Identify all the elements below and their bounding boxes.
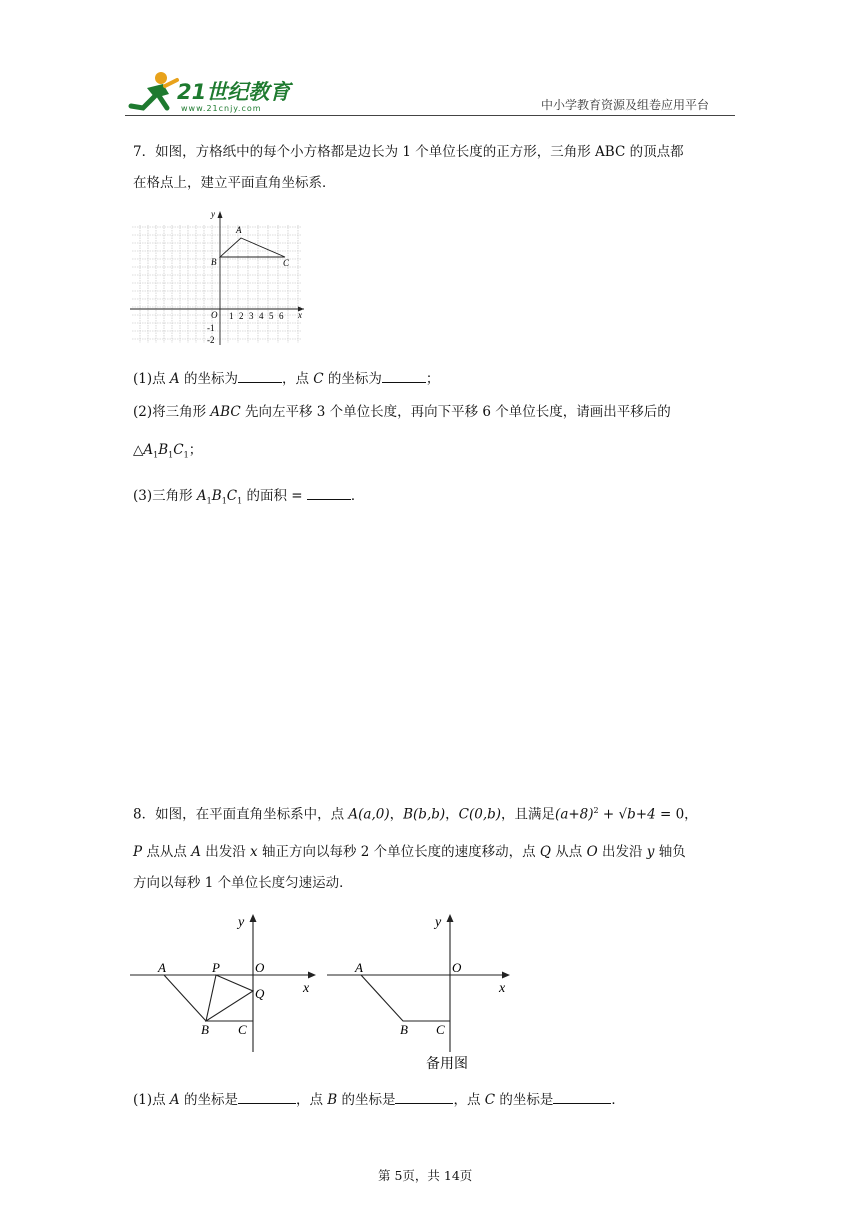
x-tick-2: 2 <box>239 311 244 321</box>
y-axis-arrow <box>447 914 454 922</box>
label-o: O <box>255 960 265 975</box>
q8-figure-1 <box>128 908 323 1058</box>
x-axis-arrow <box>502 972 510 979</box>
runner-icon <box>125 68 181 112</box>
q8-stem-line2: P 点从点 A 出发沿 x 轴正方向以每秒 2 个单位长度的速度移动，点 Q 从点 O 出发沿 y 轴负 <box>133 844 686 860</box>
label-y: y <box>211 209 215 219</box>
q7-stem-line2: 在格点上，建立平面直角坐标系． <box>133 175 336 191</box>
label-c: C <box>283 258 290 268</box>
label-q: Q <box>255 986 265 1001</box>
grid-lines <box>132 225 302 343</box>
header <box>0 0 860 120</box>
q8-stem-line1: 8．如图，在平面直角坐标系中，点 A(a,0)，B(b,b)，C(0,b)，且满足$(a+8)^2 + √b+4 = 0$， <box>133 806 698 823</box>
label-b: B <box>201 1022 209 1037</box>
label-x: x <box>499 981 506 996</box>
label-x: x <box>298 310 302 320</box>
label-a: A <box>158 960 166 975</box>
answer-blank-c[interactable] <box>553 1089 611 1104</box>
label-c: C <box>436 1022 445 1037</box>
x-tick-5: 5 <box>269 311 274 321</box>
label-b: B <box>400 1022 408 1037</box>
page-number: 第 5页，共 14页 <box>378 1168 473 1183</box>
q8-stem-line3: 方向以每秒 1 个单位长度匀速运动． <box>133 875 353 891</box>
header-rule <box>125 115 735 116</box>
x-tick-1: 1 <box>229 311 234 321</box>
label-c: C <box>238 1022 247 1037</box>
answer-blank-a[interactable] <box>238 1089 296 1104</box>
y-tick-neg1: -1 <box>207 323 215 333</box>
path-a-b-c <box>164 975 253 1021</box>
label-b: B <box>211 257 217 267</box>
x-tick-3: 3 <box>249 311 254 321</box>
label-x: x <box>303 981 310 996</box>
label-a: A <box>355 960 363 975</box>
triangle-bpq <box>206 975 253 1021</box>
logo <box>125 68 295 118</box>
q7-part2-line1: (2)将三角形 ABC 先向左平移 3 个单位长度，再向下平移 6 个单位长度，请画出平移后的 <box>133 404 671 420</box>
answer-blank-c[interactable] <box>382 368 426 383</box>
answer-blank-b[interactable] <box>395 1089 453 1104</box>
label-origin: O <box>211 310 218 320</box>
q8-part1: (1)点 A 的坐标是 ，点 B 的坐标是 ，点 C 的坐标是 ． <box>133 1089 625 1110</box>
q8-figure-2 <box>325 908 520 1073</box>
label-o: O <box>452 960 462 975</box>
path-a-b-c <box>361 975 450 1021</box>
x-tick-6: 6 <box>279 311 284 321</box>
platform-name: 中小学教育资源及组卷应用平台 <box>541 98 710 112</box>
logo-url: www.21cnjy.com <box>181 104 262 113</box>
y-axis-arrow <box>218 211 223 218</box>
answer-blank-area[interactable] <box>307 485 351 500</box>
q7-part3: (3)三角形 $A_1B_1C_1$ 的面积 = ． <box>133 485 364 512</box>
figure-caption: 备用图 <box>426 1057 468 1072</box>
q7-part1: (1)点 A 的坐标为 ，点 C 的坐标为 ； <box>133 368 439 389</box>
label-y: y <box>435 915 442 930</box>
logo-text: 21世纪教育 <box>177 80 291 104</box>
x-tick-4: 4 <box>259 311 264 321</box>
y-tick-neg2: -2 <box>207 335 215 345</box>
answer-blank-a[interactable] <box>238 368 282 383</box>
x-axis-arrow <box>308 972 316 979</box>
q7-grid-figure <box>128 205 308 353</box>
y-axis-arrow <box>250 914 257 922</box>
label-a: A <box>236 225 242 235</box>
label-y: y <box>238 915 245 930</box>
label-p: P <box>212 960 220 975</box>
q7-stem-line1: 7．如图，方格纸中的每个小方格都是边长为 1 个单位长度的正方形，三角形 ABC 的顶点都 <box>133 144 684 160</box>
q7-part2-line2: $\triangle A_1B_1C_1$； <box>133 442 203 460</box>
triangle-abc <box>220 238 285 257</box>
